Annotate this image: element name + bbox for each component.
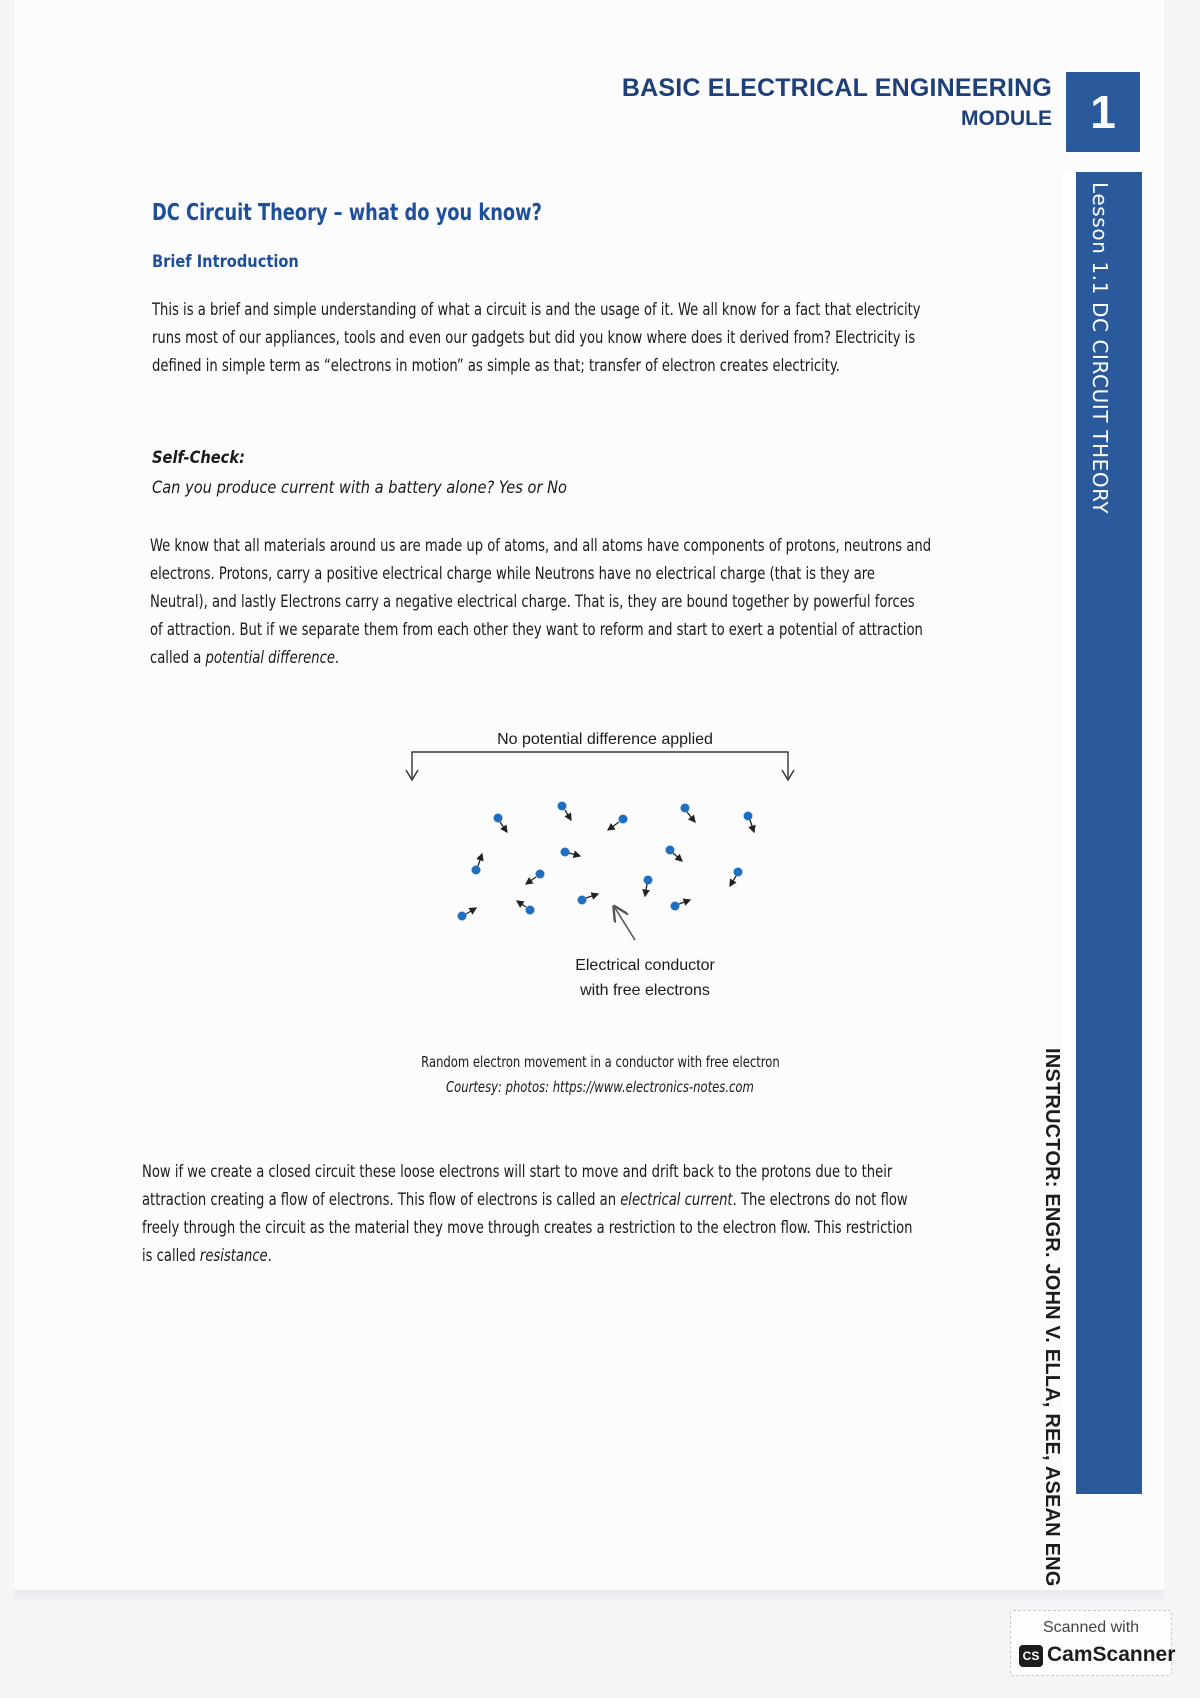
electron [644, 876, 653, 897]
atoms-line: We know that all materials around us are made up of atoms, and all atoms have components of protons, neutrons and [150, 536, 932, 556]
electron [578, 894, 599, 905]
atoms-line: electrons. Protons, carry a positive electrical charge while Neutrons have no electrical charge (that is they are [150, 564, 875, 584]
intro-paragraph [152, 296, 1152, 380]
intro-line: defined in simple term as “electrons in motion” as simple as that; transfer of electron creates electricity. [152, 356, 840, 376]
electron [666, 846, 683, 862]
electron [671, 900, 691, 911]
course-title: BASIC ELECTRICAL ENGINEERING [621, 74, 1052, 102]
electron [458, 908, 477, 921]
current-line [142, 1242, 1002, 1270]
electrical-current-term: electrical current [620, 1190, 733, 1210]
current-line2-prefix: attraction creating a flow of electrons. This flow of electrons is called an [142, 1190, 621, 1210]
module-label: MODULE [961, 107, 1052, 130]
module-number-badge [1066, 72, 1140, 152]
electron [608, 815, 628, 831]
current-paragraph [142, 1158, 1142, 1270]
lesson-label: Lesson 1.1 DC CIRCUIT THEORY [1088, 182, 1112, 515]
current-line4-suffix: . [267, 1246, 272, 1266]
electron [561, 848, 581, 857]
atoms-paragraph [150, 532, 1150, 672]
figure-caption [0, 1053, 1200, 1071]
camscanner-watermark [1010, 1610, 1176, 1676]
self-check-question: Can you produce current with a battery alone? Yes or No [152, 478, 568, 498]
conductor-label-1: Electrical conductor [575, 957, 715, 974]
electron [744, 812, 755, 833]
page-title: DC Circuit Theory – what do you know? [152, 200, 542, 226]
current-line: Now if we create a closed circuit these loose electrons will start to move and drift back to the protons due to their [142, 1162, 893, 1182]
atoms-last-suffix: . [334, 648, 340, 668]
potential-difference-term: potential difference [205, 648, 335, 668]
atoms-line: of attraction. But if we separate them from each other they want to reform and start to exert a potential of attraction [150, 620, 923, 640]
atoms-line-last [150, 644, 1010, 672]
electron [494, 814, 508, 833]
current-line: freely through the circuit as the material they move through creates a restriction to the electron flow. This restriction [142, 1218, 913, 1238]
intro-line: This is a brief and simple understanding of what a circuit is and the usage of it. We all know for a fact that electricity [152, 300, 921, 320]
bracket-line [412, 752, 788, 778]
caption-text: Random electron movement in a conductor with free electron [420, 1053, 780, 1071]
courtesy-text: Courtesy: photos: https://www.electronics-notes.com [446, 1078, 754, 1096]
self-check-label: Self-Check: [152, 448, 245, 468]
electron [558, 802, 572, 821]
watermark-line2: CamScanner [1047, 1643, 1176, 1666]
intro-line: runs most of our appliances, tools and even our gadgets but did you know where does it derived from? Electricity is [152, 328, 916, 348]
resistance-term: resistance [199, 1246, 268, 1266]
electron [517, 901, 535, 915]
electron-diagram [390, 720, 820, 1010]
electron [681, 804, 696, 823]
instructor-label: INSTRUCTOR: ENGR. JOHN V. ELLA, REE, ASEAN ENG [1041, 1048, 1063, 1587]
electron [526, 870, 545, 885]
electron [472, 854, 483, 875]
current-line [142, 1186, 1002, 1214]
atoms-last-prefix: called a [150, 648, 206, 668]
electron [730, 868, 743, 887]
section-heading: Brief Introduction [152, 252, 299, 272]
conductor-label-2: with free electrons [580, 982, 710, 999]
atoms-line: Neutral), and lastly Electrons carry a negative electrical charge. That is, they are bound together by powerful forces [150, 592, 915, 612]
current-line2-suffix: . The electrons do not flow [732, 1190, 908, 1210]
figure-courtesy [0, 1078, 1200, 1096]
current-line4-prefix: is called [142, 1246, 200, 1266]
module-number: 1 [1090, 86, 1116, 138]
page-edge-shadow [14, 1590, 1164, 1604]
electron-field [458, 802, 755, 921]
watermark-line1: Scanned with [1042, 1619, 1140, 1636]
camscanner-logo: CS [1019, 1645, 1043, 1667]
conductor-pointer-arrow [615, 908, 635, 940]
figure-top-label: No potential difference applied [497, 731, 713, 748]
